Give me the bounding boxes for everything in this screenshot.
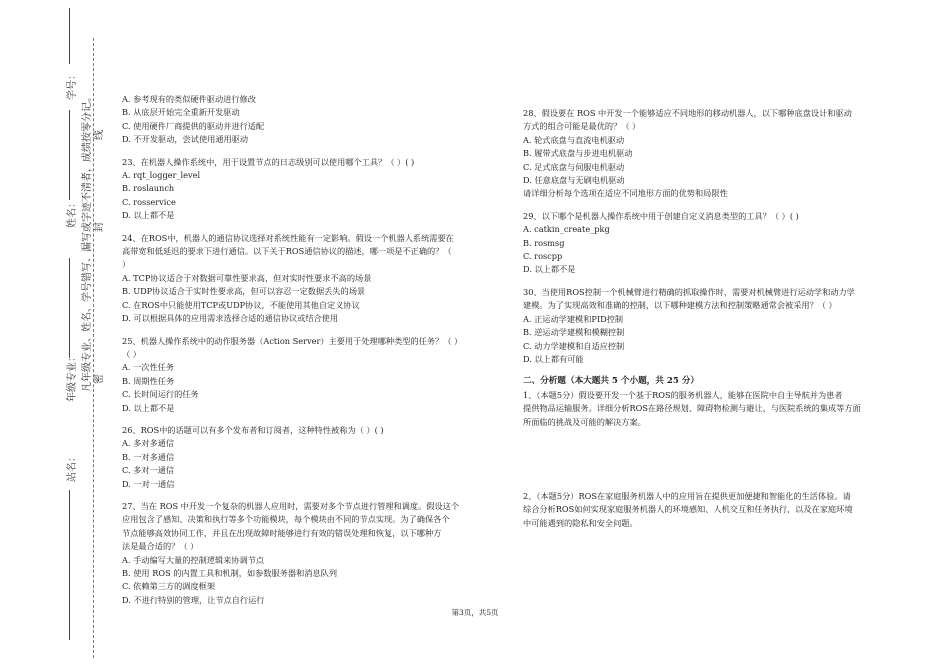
seal-word-secret: 密 — [94, 374, 105, 384]
question-line: 30、当使用ROS控制一个机械臂进行精确的抓取操作时，需要对机械臂进行运动学和动力学 — [523, 286, 855, 297]
answer-option: B. rosmsg — [523, 237, 565, 248]
answer-option: A. TCP协议适合于对数据可靠性要求高，但对实时性要求不高的场景 — [122, 272, 372, 283]
answer-option: A. 正运动学建模和PID控制 — [523, 313, 624, 324]
answer-option: D. 一对一通信 — [122, 478, 175, 489]
page-number-footer: 第3页，共5页 — [451, 608, 499, 617]
answer-option: D. 以上都不是 — [122, 402, 175, 413]
answer-option: C. 动力学建模和自适应控制 — [523, 340, 625, 351]
question-line: 29、以下哪个是机器人操作系统中用于创建自定义消息类型的工具？（ ）( ) — [523, 210, 799, 221]
major-blank — [69, 258, 70, 358]
question-line: ） — [122, 259, 131, 270]
question-line: 中可能遇到的隐私和安全问题。 — [523, 517, 638, 528]
answer-option: C. 长时间运行的任务 — [122, 389, 199, 400]
question-line: 综合分析ROS如何实现家庭服务机器人的环境感知、人机交互和任务执行，以及在家庭环境 — [523, 504, 853, 515]
answer-option: A. 参考现有的类似硬件驱动进行修改 — [122, 94, 256, 104]
analysis-question-2 — [523, 490, 868, 530]
spacer — [523, 366, 868, 375]
seal-word-line: 线 — [94, 130, 105, 140]
spacer — [122, 147, 472, 156]
question-line: 高带宽和低延迟的要求下进行通信。以下关于ROS通信协议的描述，哪一项是不正确的？（ — [122, 246, 452, 257]
question-line: （ ） — [122, 348, 141, 359]
answer-option: B. 从底层开始完全重新开发驱动 — [122, 107, 240, 118]
spacer — [523, 277, 868, 286]
question-line: 节点能够高效协同工作，并且在出现故障时能够进行有效的错误处理和恢复，以下哪种方 — [122, 527, 442, 538]
answer-option: C. 足式底盘与伺服电机驱动 — [523, 161, 625, 172]
question-line: 28、假设要在 ROS 中开发一个能够适应不同地形的移动机器人，以下哪种底盘设计和驱动 — [523, 108, 852, 118]
spacer — [122, 491, 472, 500]
spacer — [122, 326, 472, 335]
question-line: 26、ROS中的话题可以有多个发布者和订阅者，这种特性被称为（ ）( ) — [122, 424, 384, 435]
answer-option: B. roslaunch — [122, 183, 175, 194]
answer-option: A. 轮式底盘与直流电机驱动 — [523, 134, 625, 145]
answer-option: B. 使用 ROS 的内置工具和机制，如参数服务器和消息队列 — [122, 568, 338, 578]
question-line: 建模。为了实现高效和准确的控制，以下哪种建模方法和控制策略通常会被采用？（ ） — [523, 300, 837, 311]
question-line: 方式的组合可能是最优的？（ ） — [523, 121, 641, 132]
exam-site-label: 站名： — [67, 452, 78, 482]
answer-option: A. rqt_logger_level — [122, 170, 201, 181]
answer-option: C. 使用硬件厂商提供的驱动并进行适配 — [122, 120, 265, 131]
seal-word-seal: 封 — [94, 222, 105, 232]
student-id-blank — [69, 8, 70, 64]
answer-option: B. UDP协议适合于实时性要求高，但可以容忍一定数据丢失的场景 — [122, 286, 366, 297]
answer-option: B. 周期性任务 — [122, 375, 175, 386]
question-line: 27、当在 ROS 中开发一个复杂的机器人应用时，需要对多个节点进行管理和调度。假设这个 — [122, 500, 460, 511]
answer-option: C. rosservice — [122, 196, 176, 207]
spacer — [122, 223, 472, 232]
answer-option: D. 以上都有可能 — [523, 353, 584, 364]
question-line: 2、（本题5分）ROS在家庭服务机器人中的应用旨在提供更加便捷和智能化的生活体验。请 — [523, 491, 851, 501]
answer-option: B. 逆运动学建模和模糊控制 — [523, 327, 625, 338]
answer-option: B. 履带式底盘与步进电机驱动 — [523, 148, 633, 159]
question-line: 1、（本题5分）假设要开发一个基于ROS的服务机器人，能够在医院中自主导航并为患者 — [523, 389, 843, 400]
question-line: 提供物品运输服务。详细分析ROS在路径规划、障碍物检测与避让、与医院系统的集成等方面 — [523, 403, 861, 414]
spacer — [122, 415, 472, 424]
question-line: 25、机器人操作系统中的动作服务器（Action Server）主要用于处理哪种类型的任务？（ ） — [122, 335, 463, 346]
question-line: 23、在机器人操作系统中，用于设置节点的日志级别可以使用哪个工具？（ ）( ) — [122, 156, 415, 167]
answer-option: A. 多对多通信 — [122, 438, 175, 449]
question-line: 法是最合适的？（ ） — [122, 541, 199, 552]
major-label: 年级专业： — [67, 352, 78, 402]
binding-instruction: 凡年级专业、姓名、学号错写、漏写或字迹不清者，成绩按零分记。 — [82, 92, 93, 392]
answer-option: C. roscpp — [523, 251, 563, 262]
answer-option: A. catkin_create_pkg — [523, 224, 610, 235]
right-column — [523, 107, 868, 429]
question-line: 24、在ROS中，机器人的通信协议选择对系统性能有一定影响。假设一个机器人系统需要在 — [122, 232, 454, 243]
answer-option: A. 一次性任务 — [122, 362, 175, 373]
question-line: 请详细分析每个选项在适应不同地形方面的优势和局限性 — [523, 188, 728, 199]
answer-option: B. 一对多通信 — [122, 451, 175, 462]
spacer — [523, 201, 868, 210]
left-column — [122, 93, 472, 607]
section-title: 二、分析题（本大题共 5 个小题，共 25 分） — [523, 376, 700, 387]
answer-option: C. 依赖第三方的调度框架 — [122, 581, 216, 592]
answer-option: D. 不开发驱动，尝试使用通用驱动 — [122, 134, 249, 145]
answer-option: D. 以上都不是 — [523, 264, 576, 275]
answer-option: C. 多对一通信 — [122, 465, 175, 476]
answer-option: A. 手动编写大量的控制逻辑来协调节点 — [122, 554, 265, 565]
answer-option: D. 以上都不是 — [122, 210, 175, 221]
answer-option: D. 不进行特别的管理，让节点自行运行 — [122, 594, 265, 605]
answer-option: D. 可以根据具体的应用需求选择合适的通信协议或结合使用 — [122, 313, 339, 324]
answer-option: D. 任意底盘与无刷电机驱动 — [523, 175, 625, 186]
question-line: 应用包含了感知、决策和执行等多个功能模块，每个模块由不同的节点实现。为了确保各个 — [122, 514, 450, 525]
question-line: 所面临的挑战及可能的解决方案。 — [523, 416, 646, 427]
name-blank — [69, 110, 70, 200]
answer-option: C. 在ROS中只能使用TCP或UDP协议，不能使用其他自定义协议 — [122, 299, 360, 310]
name-label: 姓名： — [67, 198, 78, 228]
student-id-label: 学号： — [67, 70, 78, 100]
